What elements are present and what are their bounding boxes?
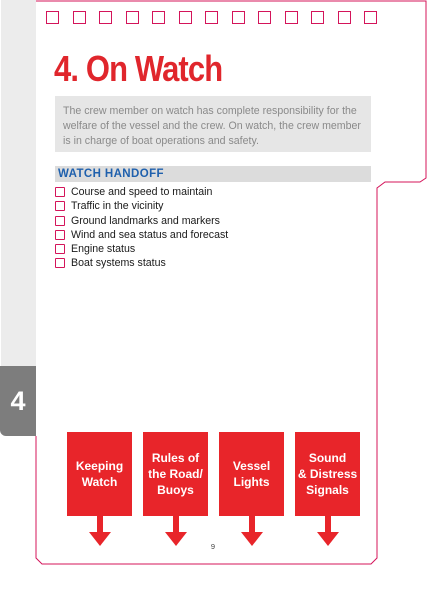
- checkbox-icon[interactable]: [55, 244, 65, 254]
- checkbox-icon[interactable]: [55, 216, 65, 226]
- card-rules-of-the-road[interactable]: Rules of the Road/ Buoys: [143, 432, 208, 516]
- arrow-down-icon[interactable]: [89, 516, 111, 546]
- checklist-item[interactable]: Boat systems status: [55, 257, 228, 271]
- progress-checkbox[interactable]: [179, 11, 192, 24]
- watch-handoff-checklist: [55, 186, 228, 272]
- checkbox-icon[interactable]: [55, 187, 65, 197]
- checklist-item[interactable]: Course and speed to maintain: [55, 186, 228, 200]
- progress-checkbox[interactable]: [46, 11, 59, 24]
- progress-checkbox[interactable]: [258, 11, 271, 24]
- progress-checkbox[interactable]: [73, 11, 86, 24]
- progress-checkbox[interactable]: [126, 11, 139, 24]
- arrow-down-icon[interactable]: [165, 516, 187, 546]
- progress-checkbox[interactable]: [152, 11, 165, 24]
- progress-checkbox[interactable]: [338, 11, 351, 24]
- page-number: 9: [210, 542, 216, 551]
- progress-checkbox[interactable]: [285, 11, 298, 24]
- progress-checkbox[interactable]: [205, 11, 218, 24]
- progress-checkbox[interactable]: [364, 11, 377, 24]
- checklist-item[interactable]: Wind and sea status and forecast: [55, 229, 228, 243]
- card-vessel-lights[interactable]: Vessel Lights: [219, 432, 284, 516]
- card-keeping-watch[interactable]: Keeping Watch: [67, 432, 132, 516]
- arrow-down-icon[interactable]: [241, 516, 263, 546]
- checklist-item[interactable]: Engine status: [55, 243, 228, 257]
- card-sound-distress-signals[interactable]: Sound & Distress Signals: [295, 432, 360, 516]
- checklist-item[interactable]: Traffic in the vicinity: [55, 200, 228, 214]
- progress-checkbox[interactable]: [311, 11, 324, 24]
- arrow-down-icon[interactable]: [317, 516, 339, 546]
- chapter-tab[interactable]: 4: [0, 366, 36, 436]
- watch-handoff-heading: WATCH HANDOFF: [55, 166, 371, 182]
- progress-checkbox[interactable]: [232, 11, 245, 24]
- checkbox-icon[interactable]: [55, 201, 65, 211]
- checkbox-icon[interactable]: [55, 230, 65, 240]
- checkbox-icon[interactable]: [55, 258, 65, 268]
- checklist-item[interactable]: Ground landmarks and markers: [55, 215, 228, 229]
- progress-checkbox[interactable]: [99, 11, 112, 24]
- page-title: 4. On Watch: [54, 48, 223, 89]
- side-strip: [1, 0, 36, 368]
- intro-text: The crew member on watch has complete responsibility for the welfare of the vessel and the crew. On watch, the crew member is in charge of boat operations and safety.: [55, 96, 371, 152]
